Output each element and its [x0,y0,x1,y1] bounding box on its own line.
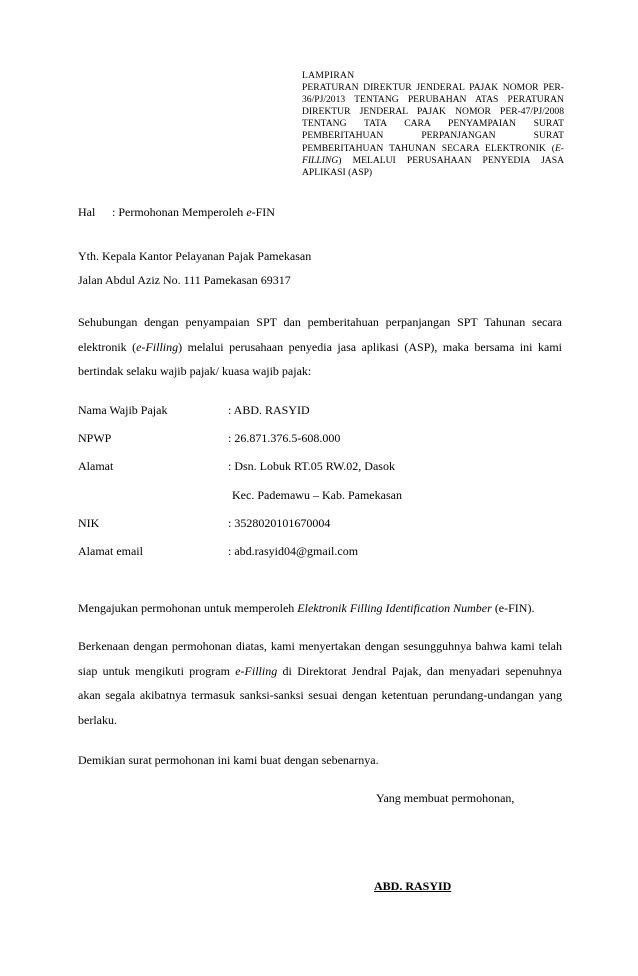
field-row [78,431,340,446]
intro-part1: Sehubungan dengan penyampaian SPT dan pemberitahuan perpanjangan SPT Tahunan secara elektronik ( [78,315,562,354]
field-label: Alamat email [78,544,143,558]
statement-part1: Berkenaan dengan permohonan diatas, kami menyertakan dengan sesungguhnya bahwa kami telah siap untuk mengikuti program [78,639,562,678]
intro-italic: e-Filling [136,339,179,354]
maker-label: Yang membuat permohonan, [376,791,515,805]
field-value: : 26.871.376.5-608.000 [228,431,341,445]
address-continuation: Kec. Pademawu – Kab. Pamekasan [232,488,402,502]
closing-sentence: Demikian surat permohonan ini kami buat dengan sebenarnya. [78,753,379,767]
recipient-line-1: Yth. Kepala Kantor Pelayanan Pajak Pamekasan [78,249,312,263]
field-row [78,544,358,559]
statement-paragraph [78,634,562,732]
lampiran-text-italic: E-FILLING [302,142,564,166]
request-line [78,601,534,616]
lampiran-text [302,82,564,179]
field-value: : abd.rasyid04@gmail.com [228,544,359,558]
field-label: NIK [78,516,100,530]
field-row [78,403,310,418]
lampiran-text-part2: ) MELALUI PERUSAHAAN PENYEDIA JASA APLIKASI (ASP) [302,154,564,178]
field-label: NPWP [78,431,112,445]
subject-value-italic: e [246,205,252,219]
field-value: : ABD. RASYID [228,403,310,417]
request-italic: Elektronik Filling Identification Number [297,601,492,615]
recipient-line-2: Jalan Abdul Aziz No. 111 Pamekasan 69317 [78,273,291,287]
field-row [78,459,395,474]
subject-value-prefix: : Permohonan Memperoleh [112,205,247,219]
statement-italic: e-Filling [235,663,278,678]
lampiran-block [302,70,564,179]
intro-paragraph [78,310,562,384]
statement-part2: di Direktorat Jendral Pajak, dan menyadari sepenuhnya akan segala akibatnya termasuk sanksi-sanksi sesuai dengan ketentuan perundang-undangan yang berlaku. [78,663,562,727]
field-label: Alamat [78,459,114,473]
subject-label: Hal [78,205,96,219]
field-label: Nama Wajib Pajak [78,403,168,417]
lampiran-title: LAMPIRAN [302,70,355,81]
field-value: : 3528020101670004 [228,516,331,530]
request-suffix: (e-FIN). [491,601,535,615]
request-prefix: Mengajukan permohonan untuk memperoleh [78,601,298,615]
field-row [78,516,330,531]
signer-name: ABD. RASYID [374,879,452,893]
subject-value-suffix: -FIN [251,205,275,219]
subject-line [78,205,275,220]
lampiran-text-part1: PERATURAN DIREKTUR JENDERAL PAJAK NOMOR PER-36/PJ/2013 TENTANG PERUBAHAN ATAS PERATURAN DIREKTUR JENDERAL PAJAK NOMOR PER-47/PJ/2008 TENTANG TATA CARA PENYAMPAIAN SURAT PEMBERITAHUAN PERPANJANGAN SURAT PEMBERITAHUAN TAHUNAN SECARA ELEKTRONIK ( [302,82,564,154]
intro-part2: ) melalui perusahaan penyedia jasa aplikasi (ASP), maka bersama ini kami bertindak selaku wajib pajak/ kuasa wajib pajak: [78,339,562,378]
field-value: : Dsn. Lobuk RT.05 RW.02, Dasok [228,459,395,473]
